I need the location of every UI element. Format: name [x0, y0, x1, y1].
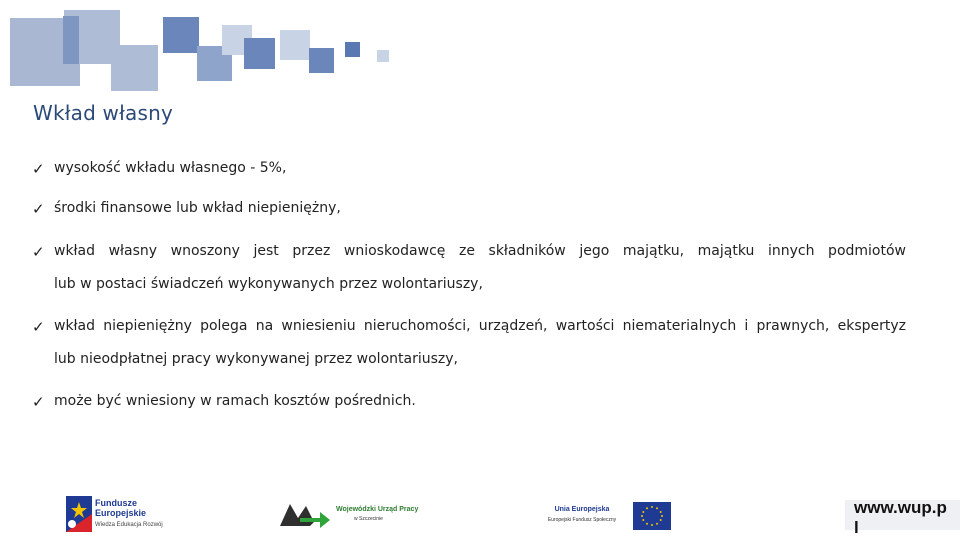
- ue-logo: [538, 502, 678, 532]
- ue-name: Unia Europejska: [554, 506, 610, 513]
- wup-city: w Szczecinie: [354, 516, 383, 522]
- bullet-text: lub nieodpłatnej pracy wykonywanej przez wolontariuszy,: [54, 351, 458, 367]
- check-icon: ✓: [32, 243, 45, 261]
- ue-fund: Europejski Fundusz Społeczny: [547, 517, 617, 523]
- fe-subtitle: Wiedza Edukacja Rozwój: [95, 522, 163, 528]
- wup-emblem-icon: [280, 500, 330, 528]
- fe-star-icon: [66, 496, 92, 532]
- bullet-text: może być wniesiony w ramach kosztów pośrednich.: [54, 393, 416, 409]
- bullet-text: lub w postaci świadczeń wykonywanych przez wolontariuszy,: [54, 276, 483, 292]
- url-line2[interactable]: l: [854, 518, 859, 537]
- check-icon: ✓: [32, 160, 45, 178]
- bullet-text: wkład własny wnoszony jest przez wnioskodawcę ze składników jego majątku, majątku innych podmiotów: [54, 243, 906, 259]
- website-url[interactable]: [854, 498, 958, 538]
- wup-name: Wojewódzki Urząd Pracy: [336, 506, 419, 513]
- bullet-text: wysokość wkładu własnego - 5%,: [54, 160, 287, 176]
- url-line1[interactable]: www.wup.p: [854, 498, 947, 517]
- check-icon: ✓: [32, 318, 45, 336]
- bullet-text: środki finansowe lub wkład niepieniężny,: [54, 200, 341, 216]
- check-icon: ✓: [32, 393, 45, 411]
- fundusze-europejskie-logo: [66, 496, 176, 532]
- page-title: Wkład własny: [33, 101, 173, 125]
- eu-flag-icon: [633, 502, 671, 530]
- fe-name-line1: Fundusze: [95, 498, 137, 508]
- check-icon: ✓: [32, 200, 45, 218]
- wup-logo: [280, 500, 430, 530]
- fe-name-line2: Europejskie: [95, 508, 147, 518]
- bullet-text: wkład niepieniężny polega na wniesieniu nieruchomości, urządzeń, wartości niematerialnych i prawnych, ekspertyz: [54, 318, 906, 334]
